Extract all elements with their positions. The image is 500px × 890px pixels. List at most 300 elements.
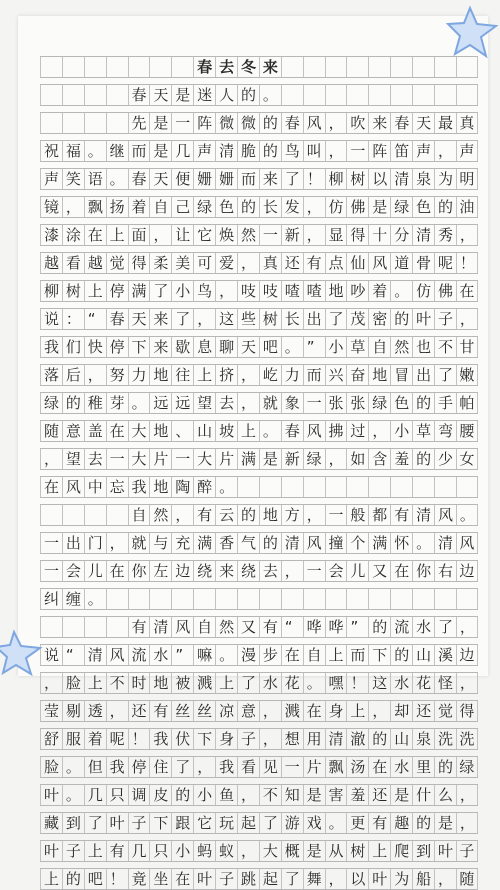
grid-cell: ， [456, 617, 478, 637]
grid-cell [390, 589, 412, 609]
grid-cell: 上 [84, 673, 106, 693]
grid-cell: 的 [434, 757, 456, 777]
grid-cell: 皮 [149, 785, 171, 805]
grid-cell: 冬 [237, 57, 259, 77]
grid-cell: 洗 [456, 729, 478, 749]
text-line [40, 560, 478, 582]
grid-cell: 香 [215, 533, 237, 553]
grid-cell: 地 [149, 477, 171, 497]
grid-cell: 随 [456, 869, 478, 889]
grid-cell: 爱 [215, 253, 237, 273]
grid-cell: ， [193, 309, 215, 329]
grid-cell: 船 [412, 869, 434, 889]
grid-cell: 丝 [171, 701, 193, 721]
grid-cell: 脸 [40, 757, 62, 777]
grid-cell: ， [368, 421, 390, 441]
grid-cell: 满 [128, 281, 150, 301]
grid-cell: 起 [237, 813, 259, 833]
grid-cell: 是 [303, 785, 325, 805]
grid-cell: 上 [193, 365, 215, 385]
grid-cell: 吧 [259, 337, 281, 357]
grid-cell: 流 [390, 617, 412, 637]
grid-cell [390, 57, 412, 77]
grid-cell: 在 [390, 561, 412, 581]
grid-cell: 在 [40, 477, 62, 497]
grid-cell [390, 85, 412, 105]
grid-cell [281, 477, 303, 497]
grid-cell: 怀 [390, 533, 412, 553]
grid-cell: 是 [368, 197, 390, 217]
grid-cell: 清 [149, 617, 171, 637]
grid-cell: 去 [215, 57, 237, 77]
grid-cell: 大 [259, 841, 281, 861]
grid-cell: 春 [390, 113, 412, 133]
grid-cell: 一 [325, 505, 347, 525]
grid-cell: 地 [149, 673, 171, 693]
grid-cell: 起 [259, 869, 281, 889]
grid-cell: 为 [434, 169, 456, 189]
grid-cell: 但 [84, 757, 106, 777]
grid-cell: 一 [346, 141, 368, 161]
grid-cell: 去 [215, 393, 237, 413]
grid-cell: 住 [149, 757, 171, 777]
grid-cell: 一 [40, 533, 62, 553]
grid-cell: 了 [149, 281, 171, 301]
grid-cell: 风 [434, 505, 456, 525]
grid-cell: 有 [106, 841, 128, 861]
grid-cell: 醉 [193, 477, 215, 497]
text-line [40, 336, 478, 358]
grid-cell: 到 [62, 813, 84, 833]
grid-cell: 。 [128, 393, 150, 413]
grid-cell: 春 [281, 113, 303, 133]
grid-cell: 。 [325, 813, 347, 833]
grid-cell: 被 [171, 673, 193, 693]
grid-cell: 屹 [259, 365, 281, 385]
grid-cell [303, 85, 325, 105]
grid-cell: 美 [171, 253, 193, 273]
grid-cell: 清 [84, 645, 106, 665]
grid-cell [62, 57, 84, 77]
grid-cell: 山 [390, 729, 412, 749]
grid-cell [106, 113, 128, 133]
grid-cell: ， [456, 225, 478, 245]
grid-cell [62, 617, 84, 637]
grid-cell: 小 [325, 337, 347, 357]
grid-cell: 叶 [40, 841, 62, 861]
grid-cell: 焕 [215, 225, 237, 245]
manuscript-grid [40, 56, 478, 888]
grid-cell: 风 [303, 533, 325, 553]
grid-cell: 显 [325, 225, 347, 245]
grid-cell: 又 [368, 561, 390, 581]
grid-cell: 有 [259, 617, 281, 637]
grid-cell: 着 [84, 729, 106, 749]
text-line [40, 644, 478, 666]
grid-cell: 时 [128, 673, 150, 693]
grid-cell [259, 477, 281, 497]
grid-cell: 吹 [346, 113, 368, 133]
grid-cell: 趣 [390, 813, 412, 833]
grid-cell: 漫 [237, 645, 259, 665]
grid-cell [62, 113, 84, 133]
grid-cell: ， [106, 701, 128, 721]
grid-cell: 汤 [346, 757, 368, 777]
grid-cell: 透 [84, 701, 106, 721]
grid-cell: 绕 [193, 561, 215, 581]
grid-cell [456, 477, 478, 497]
grid-cell: 张 [325, 393, 347, 413]
grid-cell [237, 477, 259, 497]
grid-cell: 害 [325, 785, 347, 805]
grid-cell [368, 57, 390, 77]
grid-cell: ， [456, 785, 478, 805]
grid-cell: 里 [412, 757, 434, 777]
grid-cell: 羞 [346, 785, 368, 805]
grid-cell: 儿 [346, 561, 368, 581]
grid-cell: 努 [106, 365, 128, 385]
grid-cell: 春 [281, 421, 303, 441]
grid-cell: 真 [259, 253, 281, 273]
grid-cell: ， [40, 673, 62, 693]
grid-cell: 有 [193, 505, 215, 525]
grid-cell: 哗 [303, 617, 325, 637]
grid-cell: 个 [346, 533, 368, 553]
text-line [40, 812, 478, 834]
grid-cell [368, 85, 390, 105]
grid-cell: 了 [237, 673, 259, 693]
grid-cell: 仙 [346, 253, 368, 273]
grid-cell: ” [171, 645, 193, 665]
grid-cell: 还 [281, 253, 303, 273]
grid-cell: 腰 [456, 421, 478, 441]
grid-cell: 一 [281, 757, 303, 777]
grid-cell: 边 [171, 561, 193, 581]
grid-cell: 去 [259, 561, 281, 581]
grid-cell: 叫 [303, 141, 325, 161]
grid-cell [303, 477, 325, 497]
grid-cell: 道 [390, 253, 412, 273]
grid-cell: 地 [259, 505, 281, 525]
grid-cell [149, 57, 171, 77]
grid-cell: 的 [412, 449, 434, 469]
grid-cell: 息 [193, 337, 215, 357]
grid-cell: 大 [128, 449, 150, 469]
grid-cell: 让 [171, 225, 193, 245]
grid-cell: 以 [346, 869, 368, 889]
grid-cell: 在 [106, 421, 128, 441]
grid-cell: 呢 [106, 729, 128, 749]
grid-cell: 在 [368, 757, 390, 777]
grid-cell: 快 [84, 337, 106, 357]
grid-cell: 在 [84, 225, 106, 245]
grid-cell: 什 [412, 785, 434, 805]
text-line [40, 504, 478, 526]
grid-cell: 如 [346, 449, 368, 469]
grid-cell: 说 [40, 309, 62, 329]
grid-cell [84, 85, 106, 105]
grid-cell: 人 [215, 85, 237, 105]
grid-cell: 帕 [456, 393, 478, 413]
grid-cell: 后 [62, 365, 84, 385]
grid-cell: ， [171, 505, 193, 525]
grid-cell: 清 [215, 141, 237, 161]
grid-cell: 语 [84, 169, 106, 189]
grid-cell: 阵 [368, 141, 390, 161]
grid-cell: 在 [171, 869, 193, 889]
grid-cell: 手 [434, 393, 456, 413]
grid-cell [412, 57, 434, 77]
grid-cell: 。 [215, 477, 237, 497]
grid-cell [62, 85, 84, 105]
text-line [40, 420, 478, 442]
grid-cell [456, 589, 478, 609]
grid-cell: 得 [346, 225, 368, 245]
grid-cell: 柔 [149, 253, 171, 273]
grid-cell: 清 [412, 225, 434, 245]
grid-cell: 只 [106, 785, 128, 805]
grid-cell: 长 [281, 309, 303, 329]
grid-cell: ， [237, 253, 259, 273]
grid-cell [215, 589, 237, 609]
grid-cell: ” [303, 337, 325, 357]
grid-cell: 跟 [171, 813, 193, 833]
grid-cell: 知 [281, 785, 303, 805]
text-line [40, 56, 478, 78]
grid-cell: 。 [390, 281, 412, 301]
grid-cell: 些 [237, 309, 259, 329]
grid-cell: 树 [346, 169, 368, 189]
grid-cell: 风 [171, 617, 193, 637]
grid-cell: 就 [259, 393, 281, 413]
grid-cell [106, 57, 128, 77]
grid-cell: 为 [390, 869, 412, 889]
grid-cell: 盖 [84, 421, 106, 441]
grid-cell [346, 85, 368, 105]
grid-cell [281, 85, 303, 105]
grid-cell: 有 [149, 701, 171, 721]
grid-cell: 飘 [325, 757, 347, 777]
grid-cell: 停 [106, 281, 128, 301]
grid-cell: 了 [259, 813, 281, 833]
text-line [40, 84, 478, 106]
grid-cell: 还 [412, 701, 434, 721]
grid-cell: ！ [106, 869, 128, 889]
grid-cell: 的 [368, 729, 390, 749]
grid-cell: 草 [346, 337, 368, 357]
grid-cell: 的 [368, 617, 390, 637]
grid-cell: 仿 [412, 281, 434, 301]
grid-cell [346, 57, 368, 77]
grid-cell: 了 [281, 169, 303, 189]
grid-cell: 漆 [40, 225, 62, 245]
grid-cell: 来 [259, 57, 281, 77]
grid-cell: 然 [149, 505, 171, 525]
grid-cell: 天 [237, 337, 259, 357]
grid-cell: 泉 [412, 169, 434, 189]
grid-cell: 上 [237, 421, 259, 441]
grid-cell: 下 [193, 729, 215, 749]
grid-cell [325, 85, 347, 105]
grid-cell: 女 [456, 449, 478, 469]
grid-cell: 聊 [215, 337, 237, 357]
grid-cell: 鸟 [193, 281, 215, 301]
grid-cell: 竟 [128, 869, 150, 889]
grid-cell: 绿 [40, 393, 62, 413]
grid-cell: 一 [303, 393, 325, 413]
grid-cell: 张 [346, 393, 368, 413]
grid-cell: 天 [128, 309, 150, 329]
grid-cell: 先 [128, 113, 150, 133]
grid-cell: 更 [346, 813, 368, 833]
grid-cell: 流 [128, 645, 150, 665]
grid-cell: 最 [434, 113, 456, 133]
grid-cell: 一 [171, 449, 193, 469]
grid-cell [106, 85, 128, 105]
grid-cell [456, 85, 478, 105]
grid-cell: 越 [40, 253, 62, 273]
grid-cell: 出 [62, 533, 84, 553]
grid-cell: 茂 [346, 309, 368, 329]
grid-cell: 子 [62, 841, 84, 861]
grid-cell: 都 [368, 505, 390, 525]
grid-cell: 清 [390, 169, 412, 189]
grid-cell: 了 [171, 309, 193, 329]
grid-cell [128, 57, 150, 77]
grid-cell: 象 [281, 393, 303, 413]
text-line [40, 756, 478, 778]
grid-cell: 脆 [237, 141, 259, 161]
grid-cell [434, 57, 456, 77]
grid-cell: 般 [346, 505, 368, 525]
grid-cell: ， [281, 561, 303, 581]
grid-cell: 水 [412, 617, 434, 637]
grid-cell [40, 113, 62, 133]
grid-cell: ， [368, 701, 390, 721]
grid-cell: 。 [281, 337, 303, 357]
grid-cell: 身 [325, 701, 347, 721]
grid-cell: 撞 [325, 533, 347, 553]
text-line [40, 112, 478, 134]
grid-cell: 子 [456, 841, 478, 861]
grid-cell: ， [456, 813, 478, 833]
grid-cell: 声 [412, 141, 434, 161]
grid-cell: 小 [193, 785, 215, 805]
grid-cell: ， [303, 505, 325, 525]
grid-cell: 自 [149, 197, 171, 217]
grid-cell: 有 [368, 813, 390, 833]
grid-cell: 儿 [84, 561, 106, 581]
grid-cell: 绿 [368, 393, 390, 413]
grid-cell: 是 [303, 841, 325, 861]
grid-cell [325, 477, 347, 497]
grid-cell: 觉 [106, 253, 128, 273]
grid-cell: ， [237, 393, 259, 413]
grid-cell: ， [259, 729, 281, 749]
grid-cell: 春 [193, 57, 215, 77]
grid-cell: 水 [390, 673, 412, 693]
grid-cell: ， [456, 309, 478, 329]
grid-cell: 的 [237, 197, 259, 217]
grid-cell: 叶 [106, 813, 128, 833]
grid-cell: 了 [84, 813, 106, 833]
grid-cell: 绿 [303, 449, 325, 469]
grid-cell: 往 [171, 365, 193, 385]
grid-cell: 会 [325, 561, 347, 581]
grid-cell: 还 [128, 701, 150, 721]
grid-cell: 新 [281, 225, 303, 245]
grid-cell: ， [325, 113, 347, 133]
grid-cell: 鱼 [215, 785, 237, 805]
grid-cell: 。 [62, 785, 84, 805]
grid-cell: 望 [62, 449, 84, 469]
text-line [40, 308, 478, 330]
grid-cell: 树 [62, 281, 84, 301]
grid-cell: 稚 [84, 393, 106, 413]
grid-cell: 这 [215, 309, 237, 329]
grid-cell: 佛 [434, 281, 456, 301]
grid-cell: 继 [106, 141, 128, 161]
grid-cell: 坐 [149, 869, 171, 889]
grid-cell: 花 [412, 673, 434, 693]
grid-cell: ， [434, 869, 456, 889]
grid-cell: 不 [434, 337, 456, 357]
grid-cell: 去 [84, 449, 106, 469]
grid-cell: 了 [434, 365, 456, 385]
grid-cell: 水 [149, 645, 171, 665]
grid-cell [434, 589, 456, 609]
grid-cell: “ [281, 617, 303, 637]
grid-cell: 你 [412, 561, 434, 581]
grid-cell: ， [303, 225, 325, 245]
grid-cell: 着 [368, 281, 390, 301]
grid-cell: 是 [171, 85, 193, 105]
grid-cell: 微 [215, 113, 237, 133]
grid-cell [106, 617, 128, 637]
grid-cell: 上 [325, 645, 347, 665]
text-line [40, 840, 478, 862]
grid-cell: 陶 [171, 477, 193, 497]
grid-cell: 哗 [325, 617, 347, 637]
text-line [40, 224, 478, 246]
grid-cell: “ [62, 645, 84, 665]
grid-cell: 。 [84, 589, 106, 609]
grid-cell: 会 [62, 561, 84, 581]
grid-cell: 天 [149, 85, 171, 105]
grid-cell: 上 [346, 701, 368, 721]
grid-cell: 仿 [325, 197, 347, 217]
grid-cell: 我 [215, 757, 237, 777]
grid-cell: 它 [193, 225, 215, 245]
grid-cell: 然 [215, 617, 237, 637]
grid-cell: 意 [237, 701, 259, 721]
grid-cell: 小 [390, 421, 412, 441]
grid-cell: 风 [303, 421, 325, 441]
grid-cell [456, 57, 478, 77]
grid-cell: 的 [237, 505, 259, 525]
text-line [40, 532, 478, 554]
grid-cell: 春 [106, 309, 128, 329]
text-line [40, 280, 478, 302]
grid-cell: 风 [368, 253, 390, 273]
grid-cell: 。 [259, 85, 281, 105]
grid-cell: 不 [106, 673, 128, 693]
grid-cell: ， [237, 785, 259, 805]
text-line [40, 784, 478, 806]
grid-cell: 凉 [215, 701, 237, 721]
grid-cell: 子 [434, 309, 456, 329]
grid-cell: 的 [434, 197, 456, 217]
